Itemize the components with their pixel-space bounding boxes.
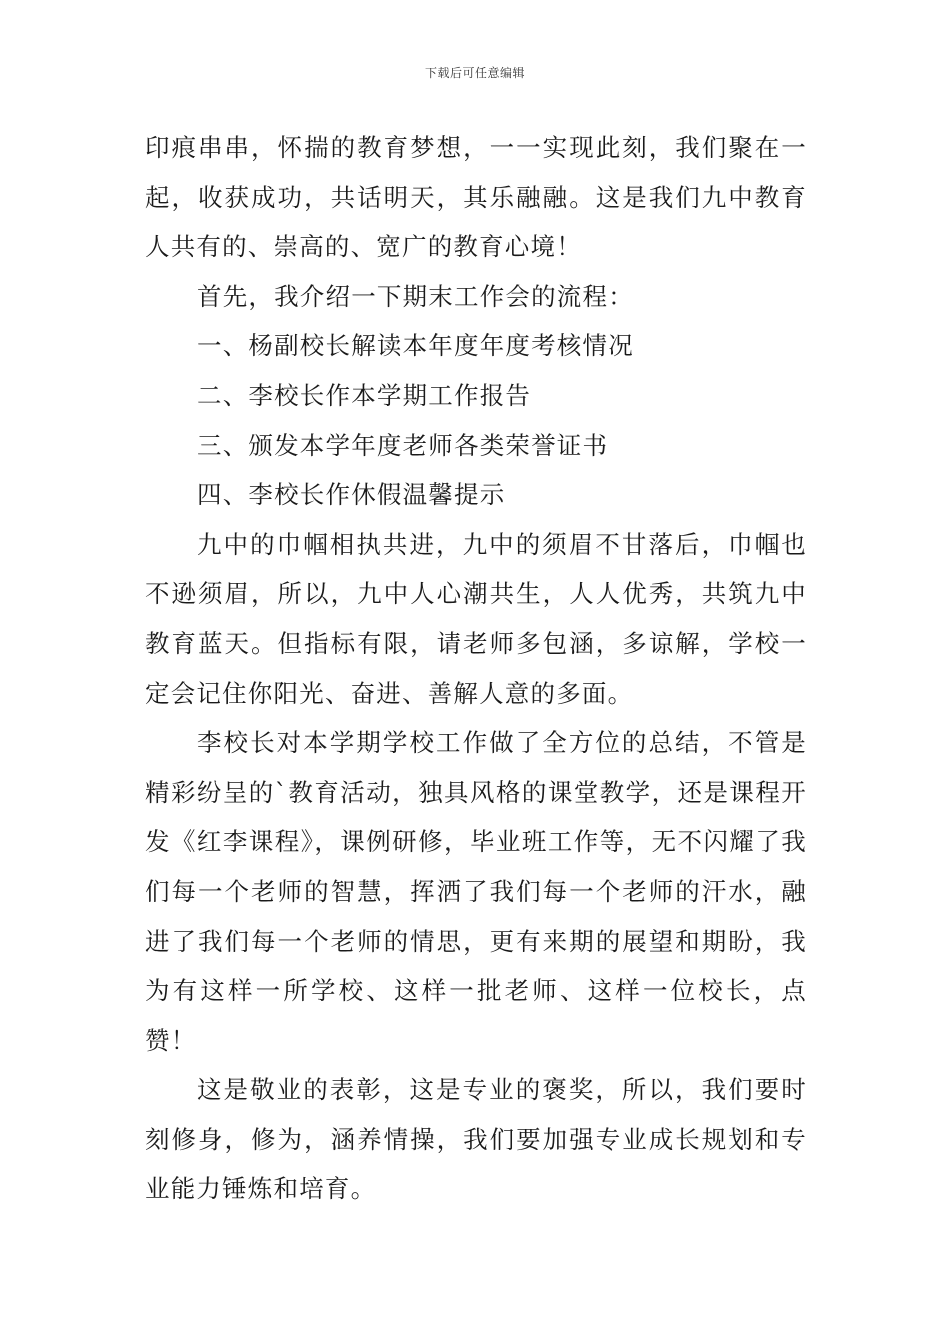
agenda-item-2: 二、李校长作本学期工作报告 — [197, 380, 532, 410]
agenda-item-3: 三、颁发本学年度老师各类荣誉证书 — [197, 430, 609, 460]
document-body — [145, 123, 807, 1214]
paragraph-honors: 九中的巾帼相执共进，九中的须眉不甘落后，巾帼也不逊须眉，所以，九中人心潮共生，人人优秀，共筑九中教育蓝天。但指标有限，请老师多包涵，多谅解，学校一定会记住你阳光、奋进、善解人意的多面。 — [145, 529, 807, 708]
paragraph-summary: 李校长对本学期学校工作做了全方位的总结，不管是精彩纷呈的`教育活动，独具风格的课堂教学，还是课程开发《红李课程》，课例研修，毕业班工作等，无不闪耀了我们每一个老师的智慧，挥洒了我们每一个老师的汗水，融进了我们每一个老师的情思，更有来期的展望和期盼，我为有这样一所学校、这样一批老师、这样一位校长，点赞！ — [145, 728, 807, 1055]
paragraph-opening-continuation: 印痕串串，怀揣的教育梦想，一一实现此刻，我们聚在一起，收获成功，共话明天，其乐融融。这是我们九中教育人共有的、崇高的、宽广的教育心境！ — [145, 133, 807, 262]
paragraph-agenda-intro: 首先，我介绍一下期末工作会的流程： — [197, 281, 634, 311]
page-header: 下载后可任意编辑 — [424, 66, 525, 80]
agenda-item-1: 一、杨副校长解读本年度年度考核情况 — [197, 331, 634, 361]
paragraph-closing: 这是敬业的表彰，这是专业的褒奖，所以，我们要时刻修身，修为，涵养情操，我们要加强专业成长规划和专业能力锤炼和培育。 — [145, 1075, 807, 1204]
agenda-item-4: 四、李校长作休假温馨提示 — [197, 480, 506, 510]
